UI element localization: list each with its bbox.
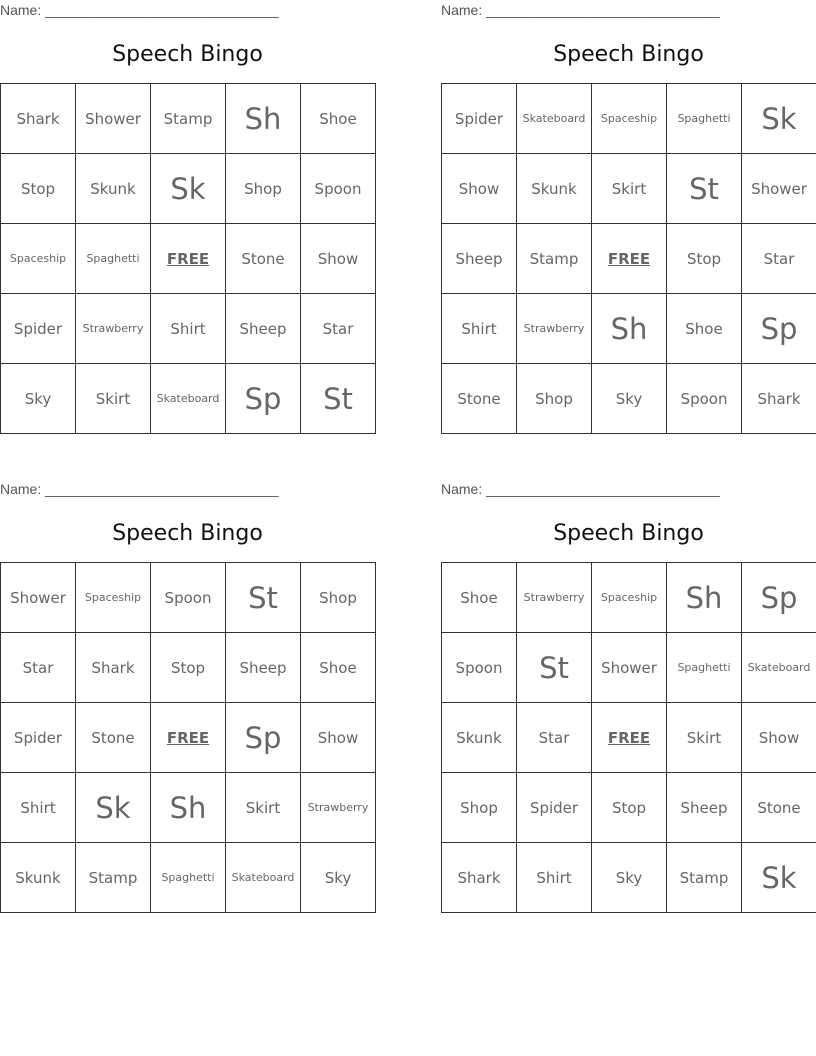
bingo-cell: FREE bbox=[592, 224, 667, 294]
bingo-cell: Show bbox=[301, 703, 376, 773]
bingo-cell: Skirt bbox=[667, 703, 742, 773]
bingo-cell: Shoe bbox=[301, 84, 376, 154]
bingo-card-2 bbox=[441, 0, 816, 440]
bingo-cell: Sk bbox=[151, 154, 226, 224]
bingo-cell: Star bbox=[517, 703, 592, 773]
bingo-cell: Stamp bbox=[151, 84, 226, 154]
card-title: Speech Bingo bbox=[553, 42, 704, 67]
bingo-cell: Sky bbox=[1, 364, 76, 434]
name-field-label: Name: ______________________________ bbox=[441, 481, 720, 497]
bingo-cell: Shoe bbox=[301, 633, 376, 703]
bingo-cell: Stop bbox=[592, 773, 667, 843]
bingo-row bbox=[442, 843, 816, 913]
bingo-cell: FREE bbox=[151, 703, 226, 773]
bingo-cell: Skateboard bbox=[226, 843, 301, 913]
bingo-row bbox=[1, 703, 376, 773]
bingo-cell: Strawberry bbox=[76, 294, 151, 364]
bingo-cell: Sh bbox=[592, 294, 667, 364]
card-title: Speech Bingo bbox=[112, 521, 263, 546]
bingo-cell: St bbox=[301, 364, 376, 434]
bingo-cell: FREE bbox=[151, 224, 226, 294]
card-title: Speech Bingo bbox=[112, 42, 263, 67]
bingo-cell: Stop bbox=[151, 633, 226, 703]
bingo-cell: Sk bbox=[742, 84, 816, 154]
bingo-cell: Spaghetti bbox=[76, 224, 151, 294]
bingo-cell: Spider bbox=[1, 294, 76, 364]
bingo-cell: Sheep bbox=[226, 633, 301, 703]
bingo-cell: Shark bbox=[1, 84, 76, 154]
bingo-cell: Sk bbox=[76, 773, 151, 843]
bingo-row bbox=[442, 84, 816, 154]
bingo-cell: Sk bbox=[742, 843, 816, 913]
bingo-cell: Spaceship bbox=[1, 224, 76, 294]
bingo-cell: Spaghetti bbox=[151, 843, 226, 913]
bingo-cell: Strawberry bbox=[517, 294, 592, 364]
bingo-cell: Skunk bbox=[1, 843, 76, 913]
bingo-cell: Skirt bbox=[76, 364, 151, 434]
bingo-cell: Stone bbox=[226, 224, 301, 294]
bingo-cell: Shower bbox=[742, 154, 816, 224]
bingo-cell: Show bbox=[301, 224, 376, 294]
bingo-row bbox=[1, 773, 376, 843]
bingo-cell: Spaceship bbox=[592, 563, 667, 633]
bingo-row bbox=[442, 703, 816, 773]
bingo-row bbox=[442, 633, 816, 703]
bingo-cell: Star bbox=[742, 224, 816, 294]
bingo-cell: Stop bbox=[1, 154, 76, 224]
bingo-cell: Spider bbox=[517, 773, 592, 843]
bingo-cell: Skunk bbox=[76, 154, 151, 224]
bingo-card-4 bbox=[441, 479, 816, 919]
bingo-cell: Shower bbox=[1, 563, 76, 633]
bingo-cell: Spoon bbox=[151, 563, 226, 633]
bingo-cell: Skirt bbox=[226, 773, 301, 843]
bingo-cell: Skirt bbox=[592, 154, 667, 224]
bingo-cell: Spoon bbox=[301, 154, 376, 224]
bingo-cell: St bbox=[226, 563, 301, 633]
bingo-grid bbox=[441, 83, 816, 434]
bingo-cell: Spaghetti bbox=[667, 633, 742, 703]
bingo-cell: Spaghetti bbox=[667, 84, 742, 154]
bingo-row bbox=[1, 154, 376, 224]
bingo-cell: Stop bbox=[667, 224, 742, 294]
bingo-cell: Sheep bbox=[667, 773, 742, 843]
bingo-cell: Stone bbox=[742, 773, 816, 843]
bingo-cell: Shop bbox=[442, 773, 517, 843]
bingo-cell: Strawberry bbox=[301, 773, 376, 843]
bingo-cell: Spoon bbox=[442, 633, 517, 703]
bingo-cell: Shirt bbox=[1, 773, 76, 843]
bingo-cell: Sh bbox=[151, 773, 226, 843]
bingo-cell: Shirt bbox=[151, 294, 226, 364]
bingo-cell: Sky bbox=[592, 364, 667, 434]
bingo-cell: Shark bbox=[742, 364, 816, 434]
bingo-cell: Stone bbox=[76, 703, 151, 773]
bingo-cell: Show bbox=[442, 154, 517, 224]
bingo-row bbox=[1, 364, 376, 434]
bingo-row bbox=[1, 563, 376, 633]
bingo-cell: Strawberry bbox=[517, 563, 592, 633]
bingo-card-1 bbox=[0, 0, 376, 440]
name-field-label: Name: ______________________________ bbox=[441, 2, 720, 18]
bingo-cell: Shop bbox=[226, 154, 301, 224]
bingo-row bbox=[1, 294, 376, 364]
bingo-cell: Sp bbox=[226, 703, 301, 773]
bingo-cell: Sp bbox=[226, 364, 301, 434]
bingo-cell: Sp bbox=[742, 294, 816, 364]
bingo-cell: St bbox=[667, 154, 742, 224]
bingo-cell: Spaceship bbox=[76, 563, 151, 633]
bingo-cell: Shower bbox=[592, 633, 667, 703]
bingo-row bbox=[442, 364, 816, 434]
bingo-cell: Star bbox=[1, 633, 76, 703]
bingo-row bbox=[1, 633, 376, 703]
card-title: Speech Bingo bbox=[553, 521, 704, 546]
bingo-cell: Star bbox=[301, 294, 376, 364]
bingo-cell: Sh bbox=[226, 84, 301, 154]
name-field-label: Name: ______________________________ bbox=[0, 481, 279, 497]
bingo-grid bbox=[0, 562, 376, 913]
bingo-row bbox=[442, 224, 816, 294]
bingo-row bbox=[442, 154, 816, 224]
bingo-row bbox=[1, 84, 376, 154]
name-field-label: Name: ______________________________ bbox=[0, 2, 279, 18]
bingo-cell: Shop bbox=[301, 563, 376, 633]
bingo-cell: Show bbox=[742, 703, 816, 773]
bingo-cell: Stamp bbox=[667, 843, 742, 913]
bingo-cell: Shirt bbox=[442, 294, 517, 364]
bingo-cell: Skunk bbox=[517, 154, 592, 224]
bingo-row bbox=[442, 563, 816, 633]
bingo-cell: St bbox=[517, 633, 592, 703]
bingo-grid bbox=[0, 83, 376, 434]
bingo-cell: Spider bbox=[1, 703, 76, 773]
bingo-cell: Shop bbox=[517, 364, 592, 434]
bingo-cell: Skateboard bbox=[151, 364, 226, 434]
bingo-cell: FREE bbox=[592, 703, 667, 773]
bingo-cell: Shark bbox=[76, 633, 151, 703]
bingo-cell: Sheep bbox=[226, 294, 301, 364]
bingo-cell: Stamp bbox=[76, 843, 151, 913]
bingo-cell: Shark bbox=[442, 843, 517, 913]
bingo-cell: Shoe bbox=[667, 294, 742, 364]
bingo-cell: Spider bbox=[442, 84, 517, 154]
bingo-cell: Sky bbox=[301, 843, 376, 913]
bingo-cell: Shower bbox=[76, 84, 151, 154]
bingo-row bbox=[442, 294, 816, 364]
bingo-cell: Sh bbox=[667, 563, 742, 633]
bingo-cell: Sheep bbox=[442, 224, 517, 294]
bingo-cell: Shoe bbox=[442, 563, 517, 633]
bingo-row bbox=[1, 224, 376, 294]
bingo-cell: Shirt bbox=[517, 843, 592, 913]
bingo-cell: Spoon bbox=[667, 364, 742, 434]
bingo-cell: Sp bbox=[742, 563, 816, 633]
bingo-card-3 bbox=[0, 479, 376, 919]
bingo-cell: Skunk bbox=[442, 703, 517, 773]
bingo-cell: Spaceship bbox=[592, 84, 667, 154]
bingo-cell: Sky bbox=[592, 843, 667, 913]
bingo-cell: Stone bbox=[442, 364, 517, 434]
bingo-cell: Skateboard bbox=[517, 84, 592, 154]
bingo-grid bbox=[441, 562, 816, 913]
bingo-cell: Stamp bbox=[517, 224, 592, 294]
bingo-row bbox=[442, 773, 816, 843]
bingo-cell: Skateboard bbox=[742, 633, 816, 703]
bingo-row bbox=[1, 843, 376, 913]
